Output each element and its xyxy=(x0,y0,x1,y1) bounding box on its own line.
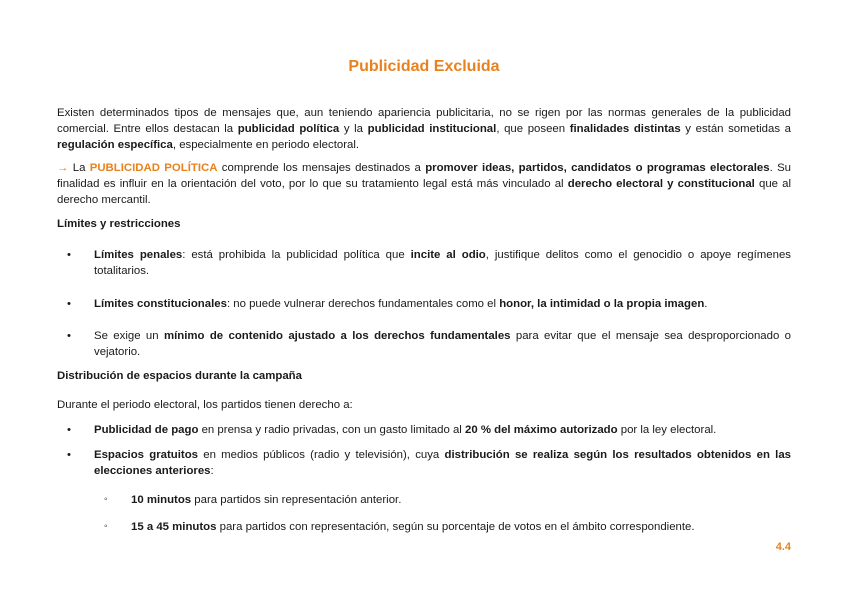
distribucion-heading: Distribución de espacios durante la campaña xyxy=(57,370,302,382)
list-item: • Límites penales: está prohibida la publicidad política que incite al odio, justifique delitos como el genocidio o apoye regímenes totalitarios. xyxy=(67,249,791,277)
page-number: 4.4 xyxy=(775,541,791,553)
intro-paragraph: Existen determinados tipos de mensajes que, aun teniendo apariencia publicitaria, no se rigen por las normas generales de la publicidad comercial. Entre ellos destacan la publicidad política y la publicidad institucional, que poseen finalidades distintas y están sometidas a regulación específica, especialmente en periodo electoral. xyxy=(57,107,791,151)
content-body xyxy=(57,105,791,535)
page-title: Publicidad Excluida xyxy=(348,58,500,75)
bullet-icon: • xyxy=(67,298,71,310)
bullet-icon: • xyxy=(67,424,71,436)
sub-list-item: ◦ 10 minutos para partidos sin representación anterior. xyxy=(104,494,402,506)
bullet-icon: • xyxy=(67,330,71,342)
arrow-icon: → xyxy=(57,162,73,174)
limites-list xyxy=(57,247,791,360)
limites-heading: Límites y restricciones xyxy=(57,218,181,230)
bullet-icon: • xyxy=(67,449,71,461)
sub-list-item: ◦ 15 a 45 minutos para partidos con representación, según su porcentaje de votos en el ámbito correspondiente. xyxy=(104,521,695,533)
hollow-bullet-icon: ◦ xyxy=(104,521,108,532)
list-item: • Publicidad de pago en prensa y radio privadas, con un gasto limitado al 20 % del máximo autorizado por la ley electoral. xyxy=(67,424,717,436)
list-item: • Límites constitucionales: no puede vulnerar derechos fundamentales como el honor, la intimidad o la propia imagen. xyxy=(67,298,708,310)
bullet-icon: • xyxy=(67,249,71,261)
list-item: • Se exige un mínimo de contenido ajustado a los derechos fundamentales para evitar que el mensaje sea desproporcionado o vejatorio. xyxy=(67,330,791,358)
distribucion-list xyxy=(57,422,791,535)
politica-paragraph: → La PUBLICIDAD POLÍTICA comprende los mensajes destinados a promover ideas, partidos, candidatos o programas electorales. Su finalidad es influir en la orientación del voto, por lo que su tratamiento legal está más vinculado al derecho electoral y constitucional que al derecho mercantil. xyxy=(57,162,792,206)
list-item: • Espacios gratuitos en medios públicos (radio y televisión), cuya distribución se realiza según los resultados obtenidos en las elecciones anteriores: xyxy=(67,449,791,477)
distribucion-lead: Durante el periodo electoral, los partidos tienen derecho a: xyxy=(57,399,353,411)
hollow-bullet-icon: ◦ xyxy=(104,494,108,505)
